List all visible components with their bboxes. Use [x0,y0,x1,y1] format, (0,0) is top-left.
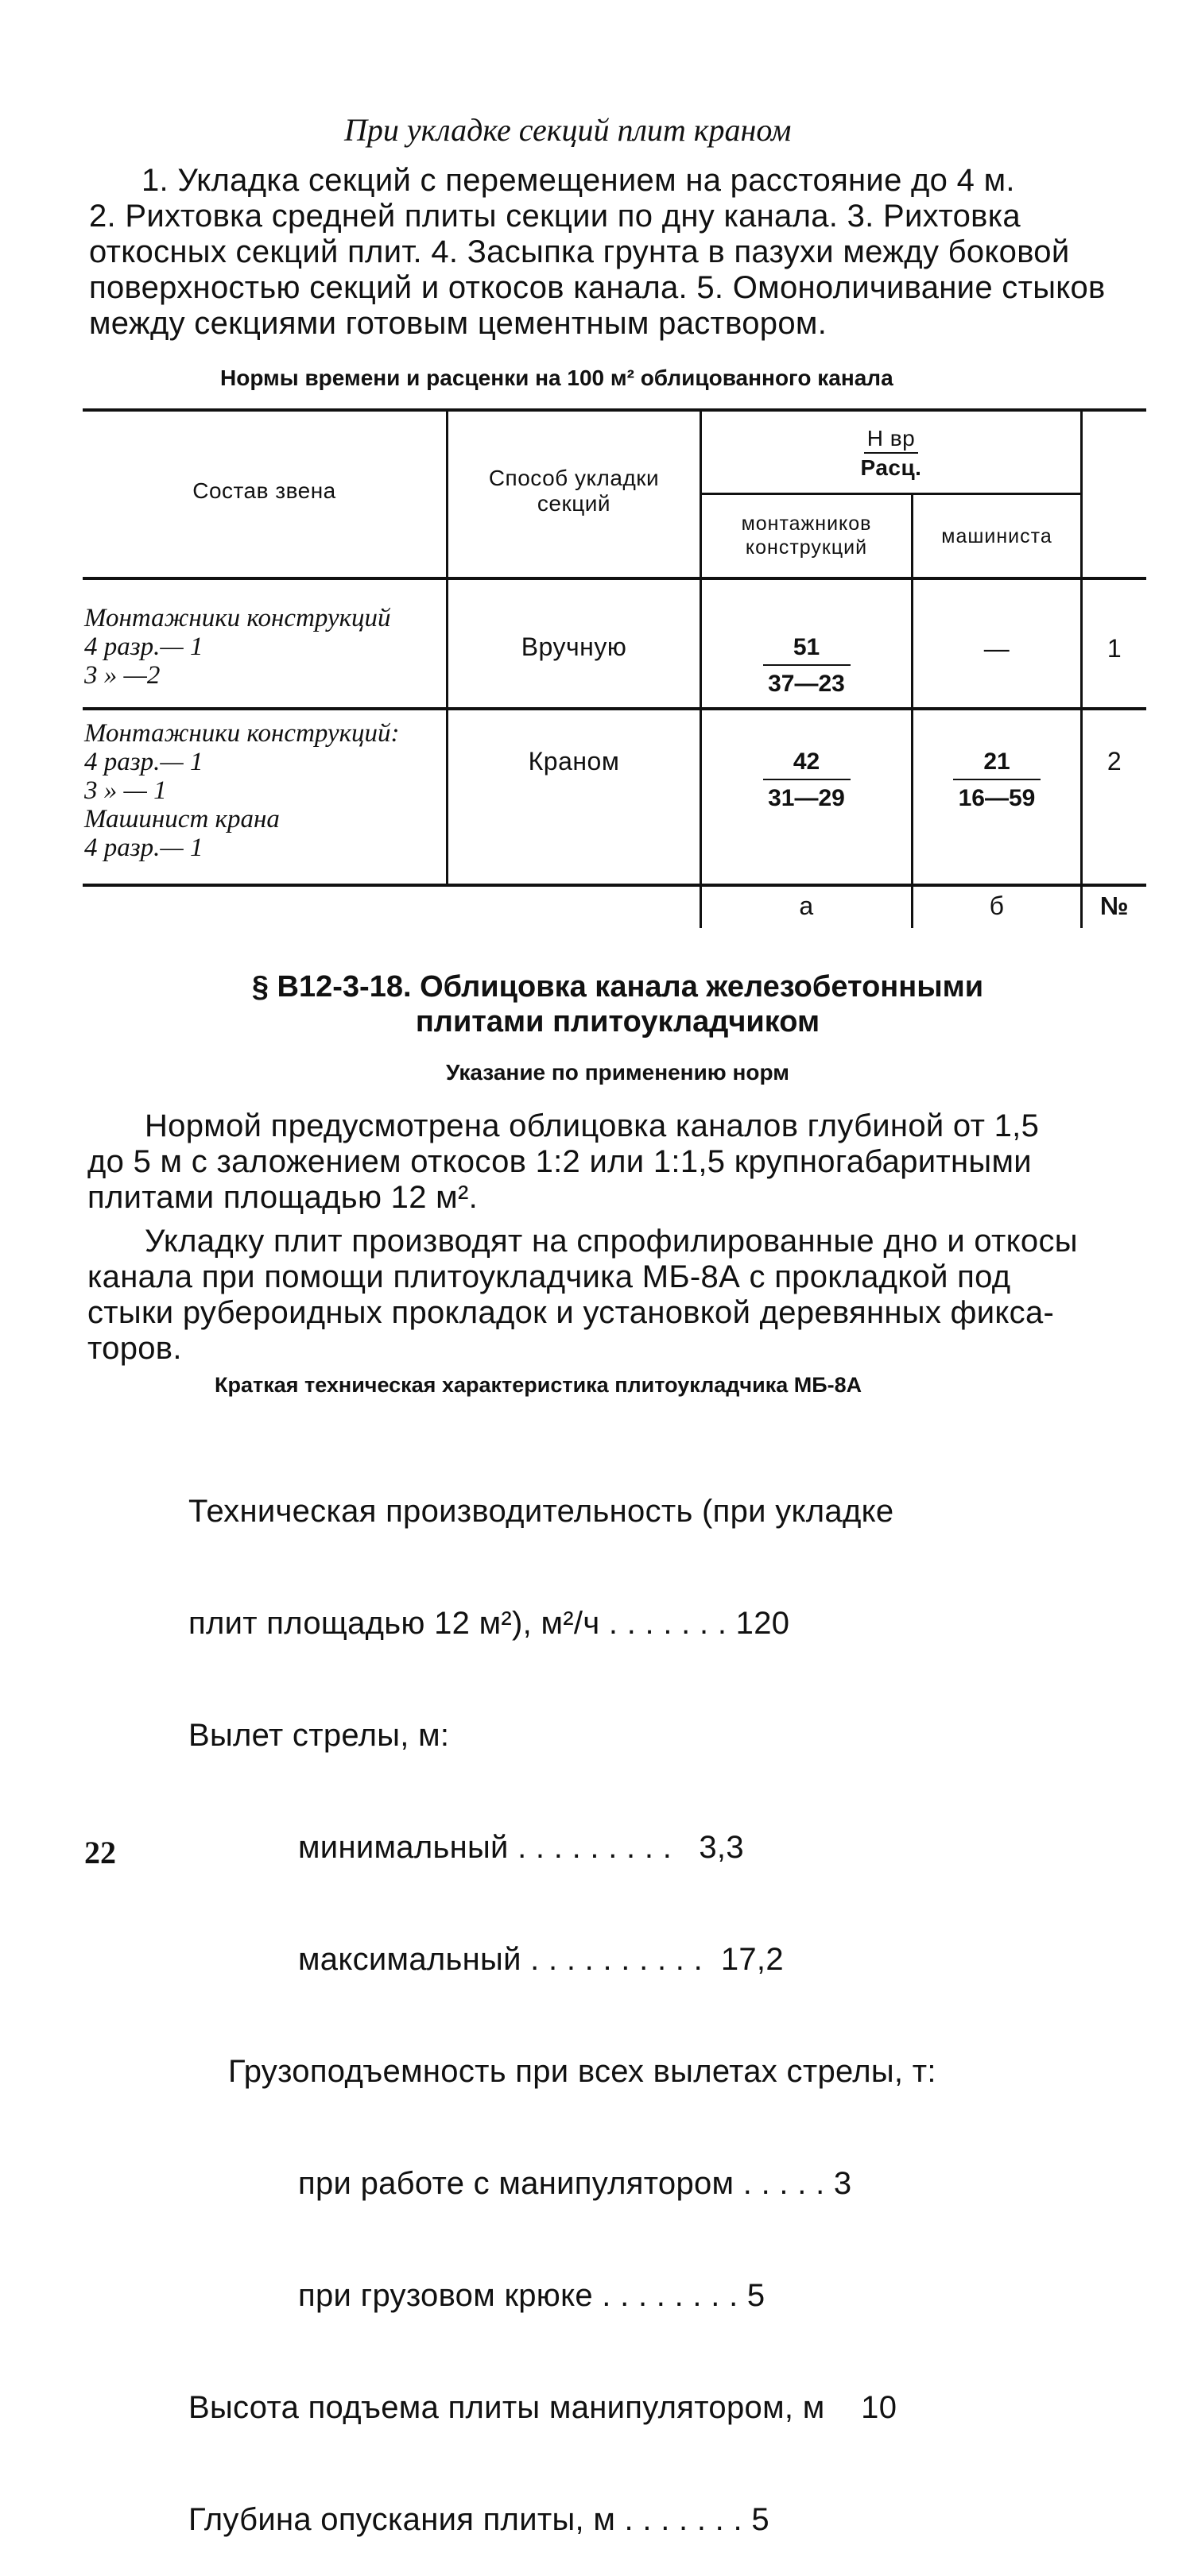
spec-line-3: Вылет стрелы, м: [188,1718,450,1753]
footer-col-b: б [989,892,1005,920]
section-title-line-1: § В12-3-18. Облицовка канала железобетонными [251,970,984,1004]
spec-caption: Краткая техническая характеристика плитоукладчика МБ-8А [215,1373,862,1397]
row2-crew-line-4: Машинист крана [84,805,280,834]
row1-bottom-rule [83,707,1146,710]
para2-line-1: Укладку плит производят на спрофилированные дно и откосы [145,1224,1078,1259]
row1-operator: — [983,634,1010,663]
paragraph-1 [87,1108,1149,1216]
row1-crew-line-2: 4 разр.— 1 [84,632,203,661]
para1-line-1: Нормой предусмотрена облицовка каналов глубиной от 1,5 [145,1108,1040,1143]
footer-col-no: № [1099,892,1130,920]
header-bottom-rule [83,577,1146,580]
row2-crew-line-3: 3 » — 1 [84,776,167,805]
header-crew: Состав звена [192,478,336,503]
paragraph-2 [87,1224,1149,1367]
para1-line-2: до 5 м с заложением откосов 1:2 или 1:1,5 крупногабаритными [87,1144,1032,1179]
spec-line-7: при работе с манипулятором . . . . . 3 [298,2166,852,2201]
page-number: 22 [84,1835,116,1870]
header-installers [702,512,911,559]
row1-method: Вручную [521,632,627,661]
header-method-line-1: Способ укладки [488,466,660,490]
col-divider-4 [1080,410,1083,928]
spec-list [188,1418,936,2576]
row2-operator [913,748,1080,812]
crane-line-2: 2. Рихтовка средней плиты секции по дну канала. 3. Рихтовка [89,199,1021,234]
header-method-line-2: секций [537,491,611,516]
header-norm-denominator: Расц. [860,455,922,480]
table-caption: Нормы времени и расценки на 100 м² облицованного канала [220,366,893,390]
spec-line-10: Глубина опускания плиты, м . . . . . . . 5 [188,2502,769,2537]
spec-line-1: Техническая производительность (при укладке [188,1494,894,1529]
section-title [89,969,1146,1039]
crane-heading: При укладке секций плит краном [344,112,792,148]
row2-crew-line-2: 4 разр.— 1 [84,748,203,776]
norm-header-rule [700,493,1081,495]
crane-line-3: откосных секций плит. 4. Засыпка грунта в пазухи между боковой [89,234,1070,269]
col-divider-3 [911,493,913,928]
row2-operator-norm: 21 [953,748,1041,780]
header-operator: машиниста [941,525,1052,547]
row2-installers-norm: 42 [763,748,851,780]
spec-line-4: минимальный . . . . . . . . . 3,3 [298,1830,744,1865]
row2-bottom-rule [83,884,1146,887]
row2-number: 2 [1107,747,1122,776]
row2-installers-rate: 31—29 [768,785,845,811]
row2-installers [702,748,911,812]
header-installers-line-2: конструкций [745,536,868,559]
row1-number: 1 [1107,634,1122,663]
crane-line-4: поверхностью секций и откосов канала. 5. Омоноличивание стыков [89,270,1106,305]
row1-installers-norm: 51 [763,634,851,666]
section-subtitle: Указание по применению норм [446,1060,789,1085]
row1-crew-line-1: Монтажники конструкций [84,604,391,632]
row2-crew-line-5: 4 разр.— 1 [84,834,203,862]
para2-line-4: торов. [87,1331,182,1366]
spec-line-6: Грузоподъемность при всех вылетах стрелы, т: [228,2054,936,2089]
row1-installers-rate: 37—23 [768,671,845,697]
header-norm-numerator: Н вр [864,426,918,454]
para2-line-3: стыки рубероидных прокладок и установкой деревянных фикса- [87,1295,1055,1330]
crane-steps [89,163,1146,342]
header-norm [702,426,1080,481]
section-title-line-2: плитами плитоукладчиком [415,1005,820,1039]
spec-line-5: максимальный . . . . . . . . . . 17,2 [298,1942,784,1977]
crane-line-5: между секциями готовым цементным раствором. [89,306,827,341]
para2-line-2: канала при помощи плитоукладчика МБ-8А с прокладкой под [87,1259,1011,1294]
footer-col-a: а [799,892,814,920]
row1-installers [702,634,911,698]
spec-line-9: Высота подъема плиты манипулятором, м 10 [188,2390,897,2425]
header-method [448,466,700,516]
table-top-rule [83,408,1146,412]
row2-operator-rate: 16—59 [958,785,1036,811]
row1-crew [84,604,391,690]
header-installers-line-1: монтажников [741,512,872,535]
crane-line-1: 1. Укладка секций с перемещением на расстояние до 4 м. [141,163,1015,198]
row1-crew-line-3: 3 » —2 [84,661,161,690]
para1-line-3: плитами площадью 12 м². [87,1180,479,1215]
row2-crew [84,719,400,862]
spec-line-8: при грузовом крюке . . . . . . . . 5 [298,2278,765,2313]
spec-line-2: плит площадью 12 м²), м²/ч . . . . . . . 120 [188,1606,790,1641]
row2-method: Краном [528,747,620,776]
row2-crew-line-1: Монтажники конструкций: [84,719,400,748]
